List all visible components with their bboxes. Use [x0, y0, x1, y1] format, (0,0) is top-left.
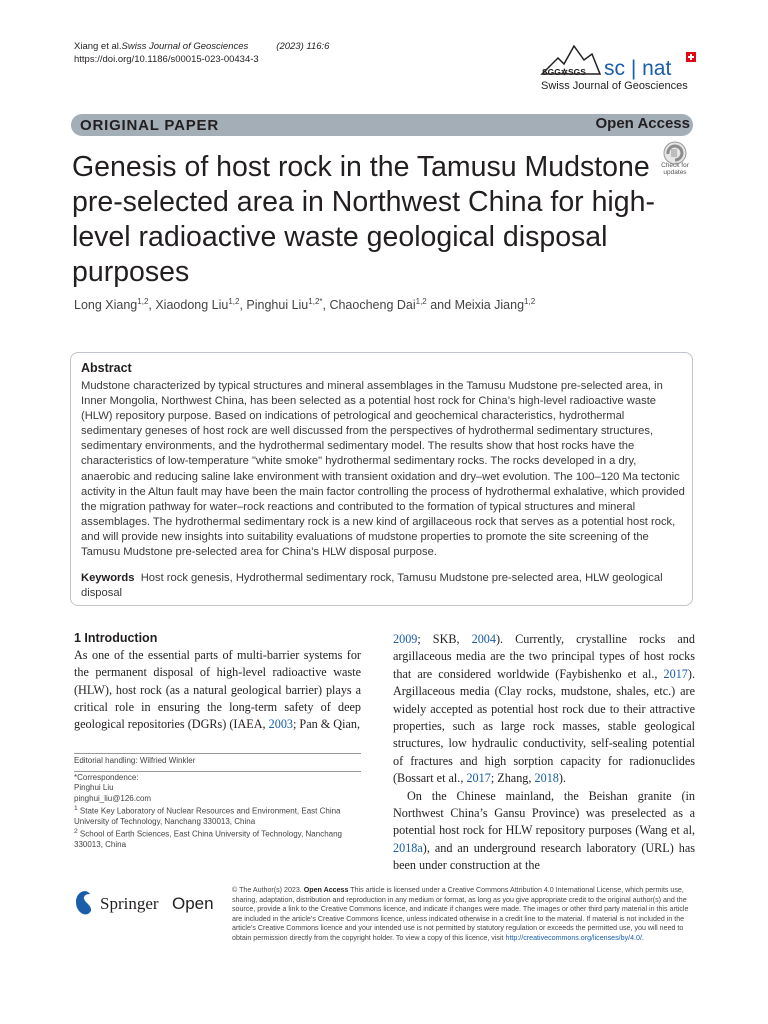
- body-text: On the Chinese mainland, the Beishan granite (in Northwest China’s Gansu Province) was preselected as a potential host rock for HLW repository purposes (Wang et al,: [393, 788, 695, 838]
- keywords-label: Keywords: [81, 572, 135, 584]
- keywords: [81, 571, 687, 601]
- affiliation-text: School of Earth Sciences, East China University of Technology, Nanchang 330013, China: [74, 829, 342, 850]
- journal-name: Swiss Journal of Geosciences: [121, 41, 249, 52]
- author-affiliation: 1,2: [524, 297, 536, 306]
- body-text: ). Argillaceous media (Clay rocks, mudstone, shales, etc.) are widely accepted as potential host rock due to their attractive properties, such as large rock masses, stable geological structures, low hydraulic conductivity, self-sealing potential of fractures and high sorption capacity for radionuclides (Bossart et al.,: [393, 666, 695, 786]
- copyright: © The Author(s) 2023.: [232, 886, 304, 894]
- logo-text: sc | nat: [604, 57, 672, 80]
- body-column-left: [74, 647, 361, 733]
- logo-journal-name: Swiss Journal of Geosciences: [541, 80, 688, 92]
- paragraph: [393, 631, 695, 788]
- springer-text: Springer: [100, 894, 159, 913]
- check-for-updates-label[interactable]: Check for updates: [661, 162, 689, 176]
- open-access-bold: Open Access: [303, 886, 349, 894]
- author[interactable]: Meixia Jiang: [454, 298, 525, 313]
- correspondence-email[interactable]: pinghui_liu@126.com: [74, 793, 152, 803]
- body-text: ; SKB,: [417, 632, 472, 646]
- author-affiliation: 1,2: [415, 297, 427, 306]
- body-text: ). Currently, crystalline rocks and argillaceous media are the two principal types of host rocks that are considered worldwide (Faybishenko et al.,: [393, 632, 695, 681]
- author-affiliation: 1,2: [228, 297, 240, 306]
- author-affiliation: 1,2: [137, 297, 149, 306]
- divider: [74, 771, 361, 772]
- author-separator: and: [426, 298, 455, 313]
- correspondence-name: Pinghui Liu: [74, 783, 114, 793]
- license-text: [232, 886, 694, 944]
- springer-horse-icon: [76, 891, 91, 914]
- volume-info: (2023) 116:6: [276, 41, 330, 52]
- body-text: As one of the essential parts of multi-barrier systems for the permanent disposal of high-level radioactive waste (HLW), host rock (as a natural geological barrier) plays a critical role in ensuring the long-term safety of deep geological repositories (DGRs) (IAEA,: [74, 648, 361, 732]
- open-access-label: Open Access: [595, 115, 690, 132]
- license-end: .: [641, 933, 644, 942]
- open-text: Open: [172, 894, 214, 913]
- correspondence-note: [74, 773, 364, 850]
- affiliation-2: [74, 827, 364, 850]
- reference-link[interactable]: 2017: [466, 771, 491, 786]
- reference-link[interactable]: 2018a: [393, 840, 423, 855]
- body-text: ).: [558, 771, 566, 786]
- reference-link[interactable]: 2009: [393, 632, 418, 646]
- license-body: This article is licensed under a Creative Commons Attribution 4.0 International License, which permits use, sharing, adaptation, distribution and reproduction in any medium or format, as long as you give appropriate credit to the original author(s) and the source, provide a link to the Creative Commons licence, and indicate if changes were made. The images or other third party material in this article are included in the article’s Creative Commons licence, unless indicated otherwise in a credit line to the material. If material is not included in the article’s Creative Commons licence and your intended use is not permitted by statutory regulation or exceeds the permitted use, you will need to obtain permission directly from the copyright holder. To view a copy of this licence, visit: [232, 886, 689, 942]
- reference-link[interactable]: 2018: [534, 771, 559, 786]
- keywords-list: Host rock genesis, Hydrothermal sedimentary rock, Tamusu Mudstone pre-selected area, HLW geological disposal: [81, 572, 663, 600]
- citation-authors: Xiang et al.: [74, 41, 122, 52]
- author-separator: ,: [239, 298, 247, 313]
- author-affiliation: 1,2*: [308, 297, 323, 306]
- body-text: ; Pan & Qian,: [293, 717, 361, 732]
- correspondence-label: *Correspondence:: [74, 773, 139, 782]
- springer-open-logo: [72, 884, 222, 920]
- author[interactable]: Long Xiang: [74, 298, 138, 313]
- reference-link[interactable]: 2003: [268, 717, 293, 732]
- body-text: ), and an underground research laboratory (URL) has been under construction at the: [393, 840, 695, 873]
- author[interactable]: Pinghui Liu: [246, 298, 309, 313]
- article-title: Genesis of host rock in the Tamusu Mudstone pre-selected area in Northwest China for high-level radioactive waste geological disposal purposes: [72, 151, 655, 288]
- affiliation-text: State Key Laboratory of Nuclear Resources and Environment, East China University of Technology, Nanchang 330013, China: [74, 806, 341, 826]
- divider: [74, 753, 361, 754]
- author-separator: ,: [322, 298, 330, 313]
- doi-link[interactable]: https://doi.org/10.1186/s00015-023-00434-3: [74, 54, 259, 65]
- affiliation-number: 1: [74, 804, 78, 812]
- editorial-handling: Editorial handling: Wilfried Winkler: [74, 756, 196, 765]
- body-text: ; Zhang,: [490, 771, 535, 786]
- author-separator: ,: [148, 298, 156, 313]
- author[interactable]: Chaocheng Dai: [329, 298, 416, 313]
- author-list: [74, 297, 535, 312]
- reference-link[interactable]: 2004: [471, 632, 496, 646]
- abstract-heading: Abstract: [81, 361, 132, 375]
- affiliation-number: 2: [74, 828, 78, 836]
- body-column-right: [393, 631, 695, 875]
- article-type-label: ORIGINAL PAPER: [80, 117, 219, 134]
- paragraph: [393, 788, 695, 875]
- license-link[interactable]: http://creativecommons.org/licenses/by/4.0/: [505, 933, 642, 942]
- section-heading-introduction: 1 Introduction: [74, 631, 158, 645]
- reference-link[interactable]: 2017: [663, 666, 688, 681]
- author[interactable]: Xiaodong Liu: [155, 298, 229, 313]
- citation-header: [74, 40, 329, 66]
- abstract-text: Mudstone characterized by typical structures and mineral assemblages in the Tamusu Mudstone pre-selected area, in Inner Mongolia, Northwest China, has been selected as a potential host rock for China’s high-level radioactive waste (HLW) repository purpose. Based on indications of petrological and geochemical characteristics, hydrothermal sedimentary geneses of host rock are well discussed from the perspectives of hydrothermal sedimentary structures, sedimentary environments, and the hydrothermal sedimentary model. The results show that host rocks have the characteristics of low-temperature "white smoke" hydrothermal sedimentary rocks. The rocks developed in a dry, anaerobic and reducing saline lake environment with transient oxidation and dry–wet evolution. The 100–120 Ma tectonic activity in the Altun fault may have been the main factor controlling the process of hydrothermal exhalative, which provided the migration pathway for water–rock reactions and contributed to the formation of typical structures and mineral assemblages. The hydrothermal sedimentary rock is a new kind of argillaceous rock that serves as a potential host rock, and will provide new insights into suitability evaluations of mudstone properties to promote the site screening of the Tamusu Mudstone pre-selected area for China’s HLW disposal purpose.: [81, 380, 685, 559]
- logo-mark: SGG✲SGS: [542, 67, 586, 77]
- affiliation-1: [74, 804, 364, 827]
